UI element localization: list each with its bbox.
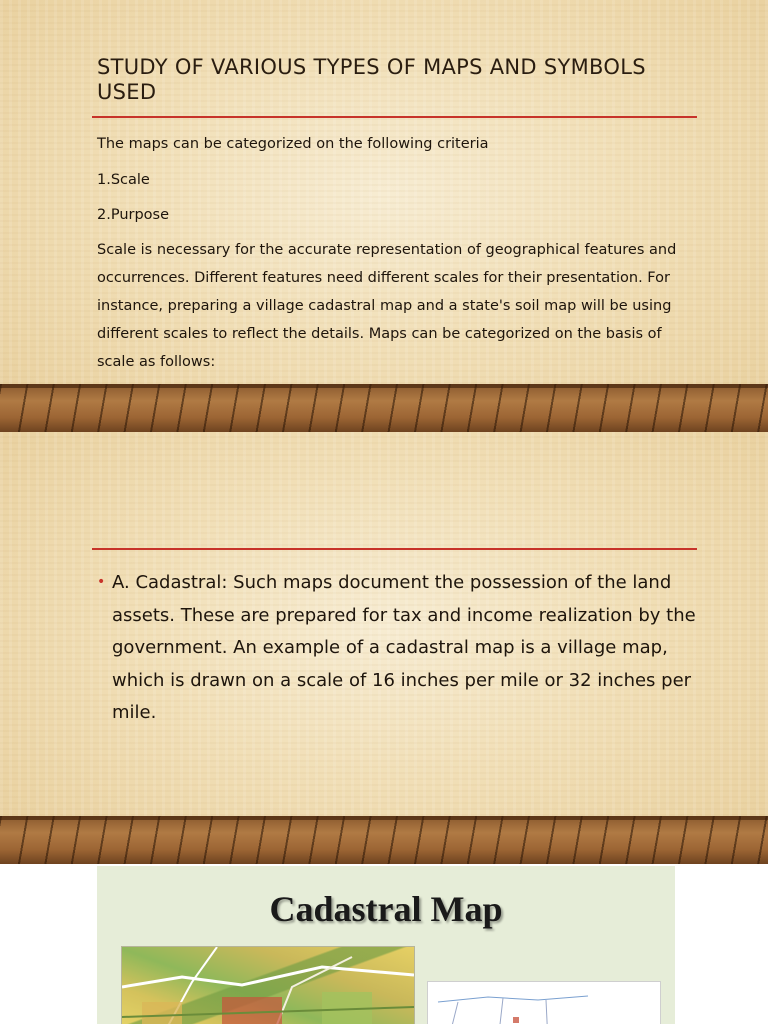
wooden-floor-decoration bbox=[0, 816, 768, 864]
bullet-text: A. Cadastral: Such maps document the possession of the land assets. These are prepared for tax and income realization by the government. An example of a cadastral map is a village map, which is drawn on a scale of 16 inches per mile or 32 inches per mile. bbox=[112, 572, 696, 723]
title-divider bbox=[92, 116, 697, 118]
title-divider bbox=[92, 548, 697, 550]
bullet-icon: • bbox=[97, 574, 106, 590]
criteria-item-scale: 1.Scale bbox=[97, 172, 150, 188]
bullet-item-cadastral bbox=[97, 567, 697, 730]
map-sketch-image bbox=[427, 981, 661, 1024]
map-roads-illustration bbox=[122, 947, 414, 1024]
figure-title: Cadastral Map bbox=[269, 889, 503, 929]
slide-title: STUDY OF VARIOUS TYPES OF MAPS AND SYMBOLS USED bbox=[97, 55, 646, 104]
intro-text: The maps can be categorized on the following criteria bbox=[97, 136, 489, 152]
map-photo-image bbox=[121, 946, 415, 1024]
cadastral-map-figure bbox=[97, 866, 675, 1024]
scale-paragraph: Scale is necessary for the accurate representation of geographical features and occurrences. Different features need different scales for their presentation. For instance, preparing a village cadastral map and a state's soil map will be using different scales to reflect the details. Maps can be categorized on the basis of scale as follows: bbox=[97, 242, 677, 370]
wooden-floor-decoration bbox=[0, 384, 768, 432]
map-sketch-lines bbox=[428, 982, 660, 1024]
slide-1 bbox=[0, 0, 768, 432]
slide-2 bbox=[0, 432, 768, 864]
criteria-item-purpose: 2.Purpose bbox=[97, 207, 170, 223]
